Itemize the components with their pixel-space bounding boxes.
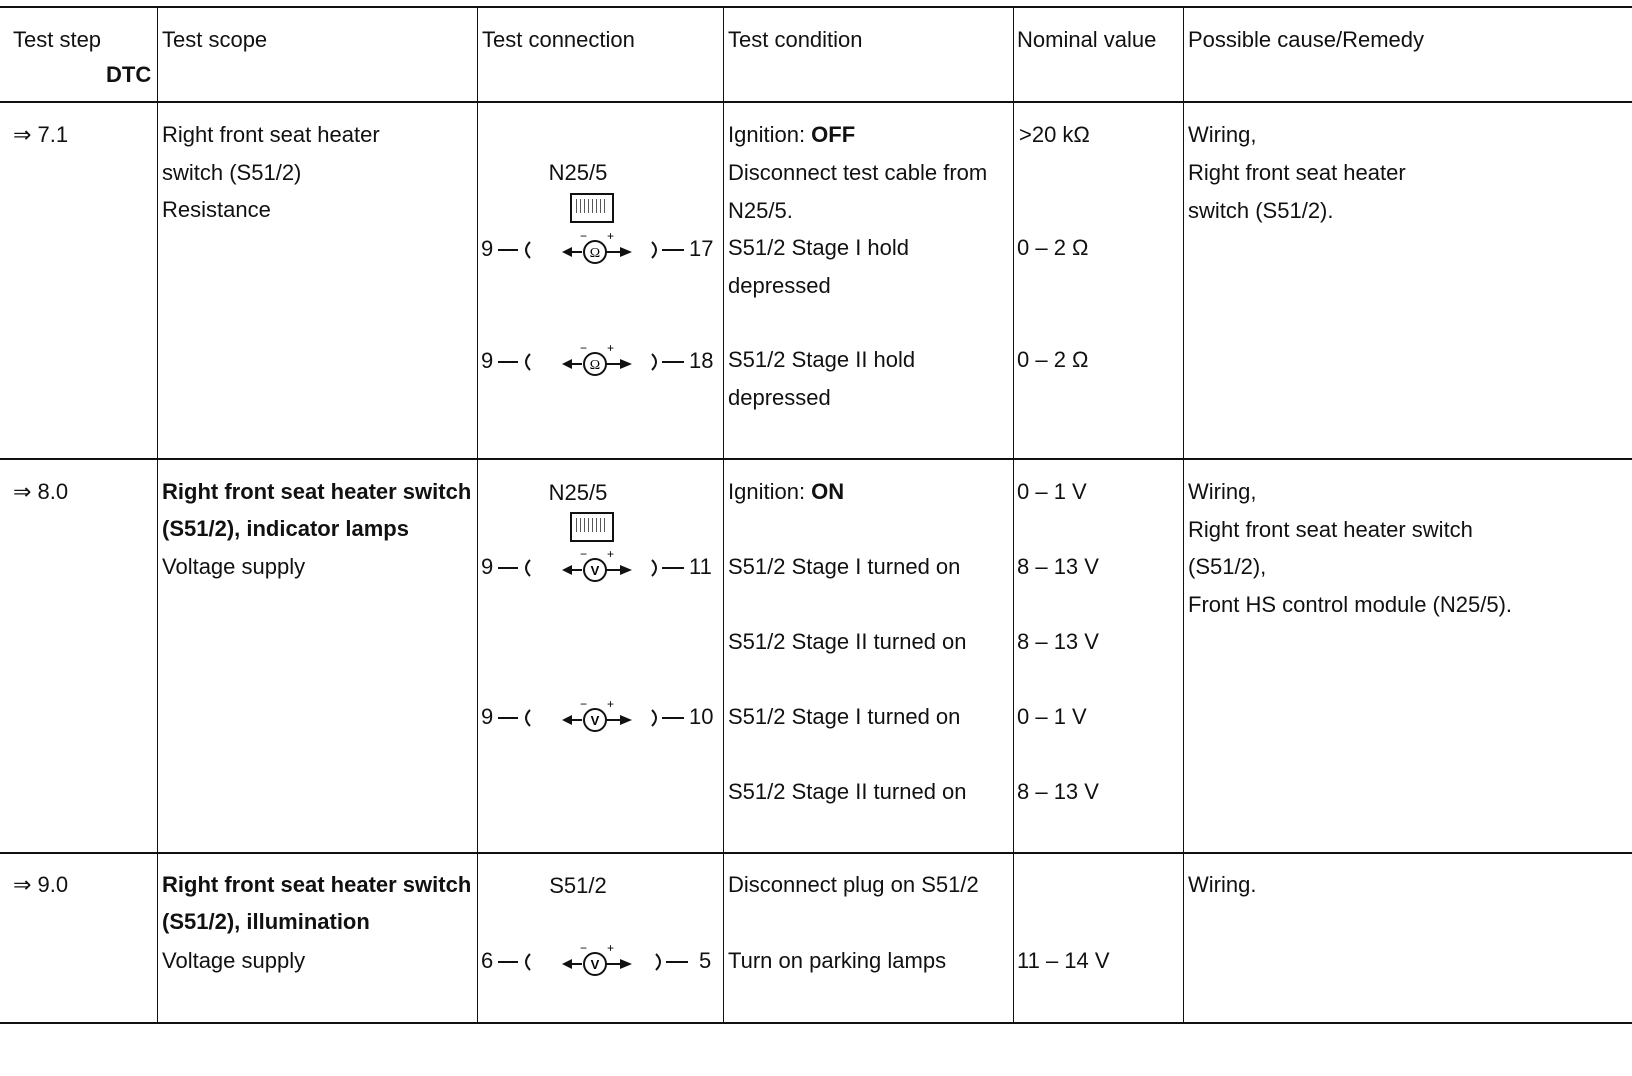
pin-left-8-0-a: 9	[481, 554, 494, 579]
scope-8-0-title-line2: (S51/2), indicator lamps	[162, 516, 409, 541]
remedy-8-0-line2: Right front seat heater switch	[1188, 517, 1473, 542]
connector-block-icon	[570, 193, 614, 223]
nominal-7-1-b: 0 – 2 Ω	[1017, 235, 1089, 260]
nominal-7-1-c: 0 – 2 Ω	[1017, 347, 1089, 372]
pin-right-8-0-b: 10	[689, 704, 714, 729]
scope-9-0-title-line2: (S51/2), illumination	[162, 909, 370, 934]
probe-left-icon	[496, 554, 536, 582]
scope-9-0-subtitle: Voltage supply	[162, 948, 306, 973]
header-remedy: Possible cause/Remedy	[1188, 27, 1425, 52]
condition-7-1-line5: depressed	[728, 273, 831, 298]
voltmeter-icon	[558, 940, 638, 980]
scope-7-1-line3: Resistance	[162, 197, 271, 222]
svg-text:+: +	[607, 229, 615, 243]
condition-8-0-line2: S51/2 Stage I turned on	[728, 554, 961, 579]
remedy-8-0-line1: Wiring,	[1188, 479, 1257, 504]
svg-text:−: −	[580, 941, 588, 955]
svg-text:−: −	[580, 697, 588, 711]
svg-text:Ω: Ω	[589, 358, 601, 373]
probe-left-icon	[496, 236, 536, 264]
header-test-condition: Test condition	[728, 27, 863, 52]
header-nominal-value: Nominal value	[1017, 27, 1157, 52]
svg-text:−: −	[580, 547, 588, 561]
pin-left-7-1-b: 9	[481, 348, 494, 373]
condition-9-0-line1: Disconnect plug on S51/2	[728, 872, 979, 897]
condition-7-1-line2: Disconnect test cable from	[728, 160, 988, 185]
svg-text:+: +	[607, 941, 615, 955]
nominal-8-0-d: 0 – 1 V	[1017, 704, 1087, 729]
svg-text:V: V	[590, 957, 600, 972]
svg-text:+: +	[607, 697, 615, 711]
pin-left-9-0: 6	[481, 948, 494, 973]
condition-7-1-line4: S51/2 Stage I hold	[728, 235, 910, 260]
condition-9-0-line2: Turn on parking lamps	[728, 948, 947, 973]
nominal-9-0: 11 – 14 V	[1017, 948, 1110, 973]
step-8-0: ⇒ 8.0	[13, 479, 69, 504]
col-divider-nominal	[1013, 6, 1014, 1024]
svg-text:+: +	[607, 547, 615, 561]
condition-7-1-line6: S51/2 Stage II hold	[728, 347, 916, 372]
table-bottom-rule	[0, 1022, 1632, 1024]
condition-8-0-line4: S51/2 Stage I turned on	[728, 704, 961, 729]
svg-text:V: V	[590, 713, 600, 728]
probe-left-icon	[496, 948, 536, 976]
voltmeter-icon	[558, 696, 638, 736]
module-label-8-0: N25/5	[548, 480, 608, 505]
meter-symbol: Ω	[589, 246, 601, 261]
probe-right-icon	[648, 704, 688, 732]
header-bottom-rule	[0, 101, 1632, 103]
nominal-7-1-a: >20 kΩ	[1019, 122, 1090, 147]
remedy-7-1-line3: switch (S51/2).	[1188, 198, 1334, 223]
condition-7-1-ignition: Ignition: OFF	[728, 122, 856, 147]
col-divider-condition	[723, 6, 724, 1024]
pin-left-7-1-a: 9	[481, 236, 494, 261]
header-test-connection: Test connection	[482, 27, 635, 52]
pin-right-7-1-a: 17	[689, 236, 714, 261]
remedy-8-0-line3: (S51/2),	[1188, 554, 1267, 579]
ohmmeter-icon	[558, 340, 638, 380]
remedy-7-1-line2: Right front seat heater	[1188, 160, 1406, 185]
pin-right-9-0: 5	[699, 948, 712, 973]
svg-text:−: −	[580, 341, 588, 355]
header-test-scope: Test scope	[162, 27, 268, 52]
probe-right-icon	[652, 948, 692, 976]
probe-right-icon	[648, 236, 688, 264]
module-label-7-1: N25/5	[548, 160, 608, 185]
condition-8-0-line3: S51/2 Stage II turned on	[728, 629, 967, 654]
header-test-step: Test step	[13, 27, 102, 52]
pin-left-8-0-b: 9	[481, 704, 494, 729]
scope-7-1-line1: Right front seat heater	[162, 122, 380, 147]
row-7-1-bottom-rule	[0, 458, 1632, 460]
header-dtc: DTC	[106, 62, 152, 87]
table-top-rule	[0, 6, 1632, 8]
remedy-7-1-line1: Wiring,	[1188, 122, 1257, 147]
nominal-8-0-e: 8 – 13 V	[1017, 779, 1099, 804]
svg-text:−: −	[580, 229, 588, 243]
probe-right-icon	[648, 554, 688, 582]
condition-7-1-line3: N25/5.	[728, 198, 793, 223]
ohmmeter-icon	[558, 228, 638, 268]
probe-left-icon	[496, 348, 536, 376]
connector-block-icon	[570, 512, 614, 542]
col-divider-remedy	[1183, 6, 1184, 1024]
nominal-8-0-a: 0 – 1 V	[1017, 479, 1087, 504]
scope-7-1-line2: switch (S51/2)	[162, 160, 302, 185]
scope-8-0-subtitle: Voltage supply	[162, 554, 306, 579]
pin-right-7-1-b: 18	[689, 348, 714, 373]
condition-8-0-line5: S51/2 Stage II turned on	[728, 779, 967, 804]
scope-9-0-title-line1: Right front seat heater switch	[162, 872, 472, 897]
scope-8-0-title-line1: Right front seat heater switch	[162, 479, 472, 504]
pin-right-8-0-a: 11	[689, 554, 712, 579]
step-9-0: ⇒ 9.0	[13, 872, 69, 897]
row-8-0-bottom-rule	[0, 852, 1632, 854]
condition-7-1-line7: depressed	[728, 385, 831, 410]
svg-text:+: +	[607, 341, 615, 355]
module-label-9-0: S51/2	[549, 873, 607, 898]
remedy-8-0-line4: Front HS control module (N25/5).	[1188, 592, 1513, 617]
condition-8-0-ignition: Ignition: ON	[728, 479, 845, 504]
probe-right-icon	[648, 348, 688, 376]
col-divider-scope	[157, 6, 158, 1024]
nominal-8-0-b: 8 – 13 V	[1017, 554, 1099, 579]
col-divider-connection	[477, 6, 478, 1024]
voltmeter-icon	[558, 546, 638, 586]
step-7-1: ⇒ 7.1	[13, 122, 69, 147]
nominal-8-0-c: 8 – 13 V	[1017, 629, 1099, 654]
svg-text:V: V	[590, 563, 600, 578]
probe-left-icon	[496, 704, 536, 732]
remedy-9-0-line1: Wiring.	[1188, 872, 1257, 897]
